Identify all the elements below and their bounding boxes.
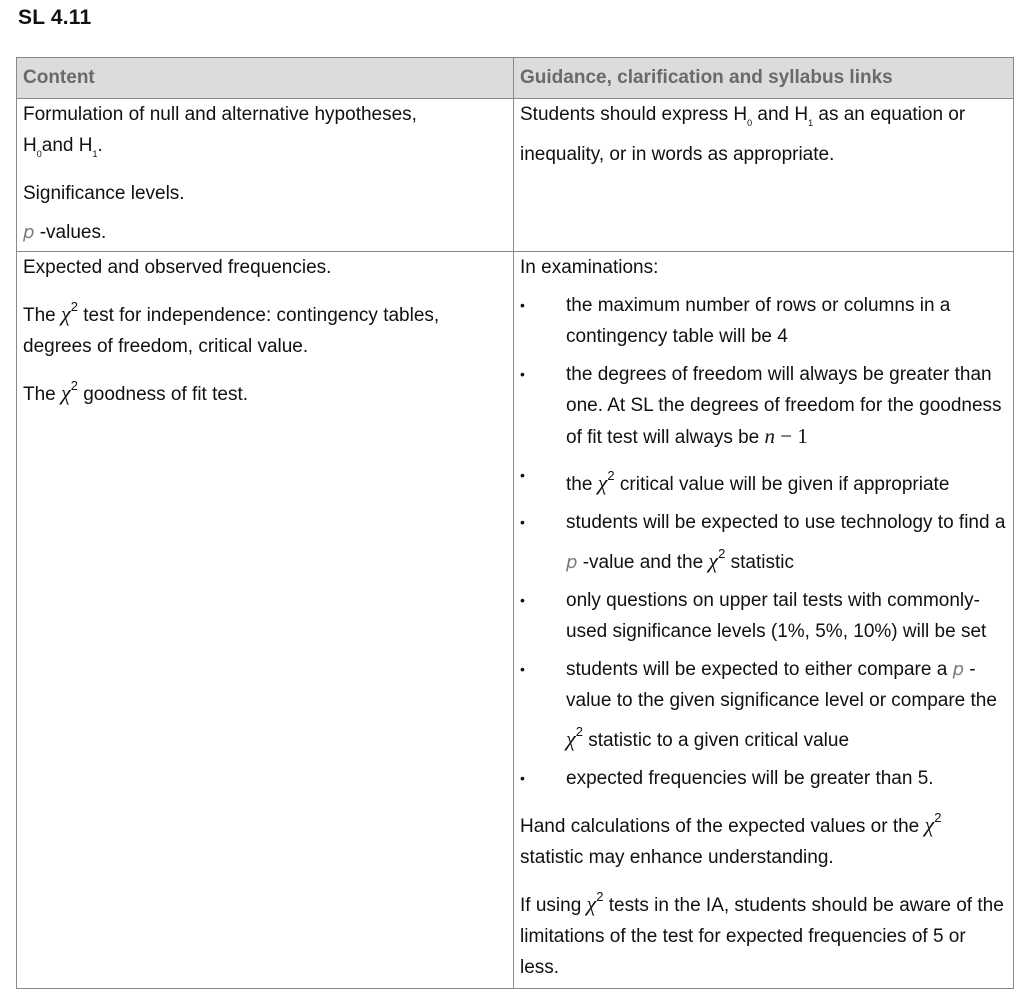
- list-item: • expected frequencies will be greater than 5.: [520, 768, 934, 789]
- frequencies-text: Expected and observed frequencies.: [23, 257, 332, 278]
- table-row: [17, 252, 1014, 989]
- goodness-of-fit-text: The $\chi^2$ goodness of fit test.: [23, 378, 248, 405]
- list-item: • the $\chi^2$ critical value will be given if appropriate: [520, 467, 950, 495]
- section-heading: SL 4.11: [18, 6, 92, 29]
- guidance-column-header: Guidance, clarification and syllabus links: [514, 58, 1014, 99]
- hand-calculation-note: Hand calculations of the expected values or the $\chi^2$ statistic may enhance understanding.: [520, 810, 942, 868]
- table-row: [17, 99, 1014, 252]
- examination-bullet-list: [520, 290, 1007, 794]
- guidance-cell: [514, 252, 1014, 989]
- guidance-cell: [514, 99, 1014, 252]
- independence-test-text: The $\chi^2$ test for independence: contingency tables, degrees of freedom, critical value.: [23, 299, 440, 357]
- list-item: • students will be expected to use technology to find a p -value and the $\chi^2$ statistic: [520, 512, 1006, 573]
- examinations-intro: In examinations:: [520, 257, 659, 278]
- content-cell: [17, 252, 514, 989]
- syllabus-table: [16, 57, 1014, 989]
- list-item: • the degrees of freedom will always be greater than one. At SL the degrees of freedom for the goodness of fit test will always be n − 1: [520, 364, 1002, 448]
- table-header-row: [17, 58, 1014, 99]
- content-cell: [17, 99, 514, 252]
- hypotheses-text: Formulation of null and alternative hypotheses,: [23, 104, 417, 125]
- hypotheses-symbols: $H_0and$ $H_1$.: [23, 135, 103, 159]
- content-column-header: Content: [17, 58, 514, 99]
- hypotheses-guidance: Students should express $H_0$ and $H_1$ as an equation or inequality, or in words as appropriate.: [520, 104, 966, 165]
- significance-levels-text: Significance levels.: [23, 183, 185, 204]
- list-item: • the maximum number of rows or columns in a contingency table will be 4: [520, 295, 951, 347]
- list-item: • students will be expected to either compare a p -value to the given significance level or compare the $\chi^2$ statistic to a given critical value: [520, 659, 997, 751]
- p-values-text: p -values.: [23, 222, 107, 243]
- list-item: • only questions on upper tail tests with commonly-used significance levels (1%, 5%, 10%) will be set: [520, 590, 987, 642]
- ia-note: If using $\chi^2$ tests in the IA, students should be aware of the limitations of the test for expected frequencies of 5 or less.: [520, 889, 1004, 978]
